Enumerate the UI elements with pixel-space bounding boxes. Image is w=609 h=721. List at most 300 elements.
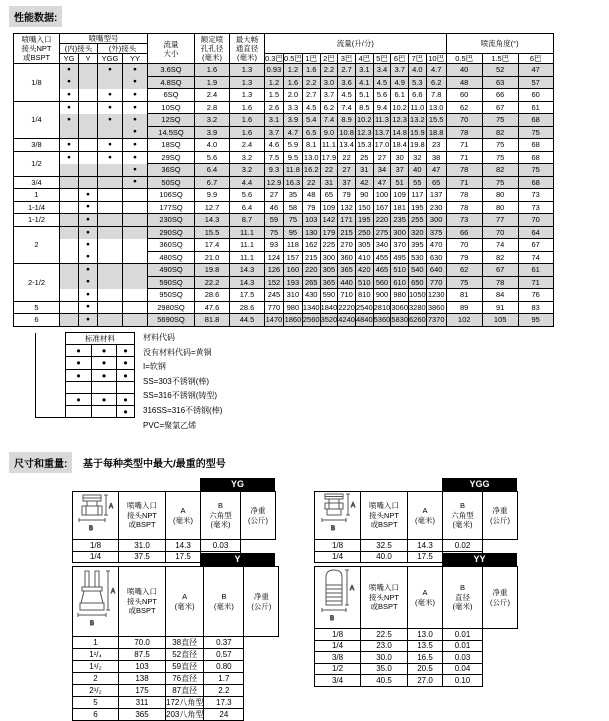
flow-cell: 40	[409, 164, 427, 177]
dot-marker: ●	[79, 201, 98, 214]
model-size-cell: 950SQ	[148, 289, 195, 302]
flow-cell: 22	[320, 164, 338, 177]
dot-empty	[123, 251, 148, 264]
dot-empty	[98, 239, 123, 252]
flow-cell: 510	[391, 264, 409, 277]
flow-cell: 7.4	[338, 101, 356, 114]
materials-spacer-cell	[36, 333, 66, 418]
flow-cell: 157	[283, 251, 302, 264]
flow-cell: 3.6	[338, 76, 356, 89]
clearance-cell: 11.1	[230, 226, 265, 239]
model-size-cell: 29SQ	[148, 151, 195, 164]
flow-cell: 58	[283, 201, 302, 214]
dim-b-cell: 17.5	[166, 551, 201, 563]
material-codes-title: 材料代码	[143, 333, 175, 342]
flow-cell: 11.3	[374, 115, 389, 125]
dot-empty	[79, 126, 98, 139]
dot-marker: ●	[123, 151, 148, 164]
flow-cell: 560	[373, 276, 391, 289]
clearance-cell: 1.6	[230, 126, 265, 139]
angle-cell: 60	[446, 89, 482, 102]
pressure-col-header: 3巴	[338, 54, 356, 64]
angle-cell: 75	[482, 151, 518, 164]
dim-header	[315, 567, 518, 629]
flow-cell: 9.3	[265, 164, 284, 177]
angle-cell: 74	[482, 239, 518, 252]
angle-cell: 77	[482, 214, 518, 227]
perf-row	[14, 64, 554, 77]
flow-cell: 375	[426, 226, 446, 239]
angle-cell: 67	[518, 239, 553, 252]
flow-cell: 13.2	[410, 115, 425, 125]
dim-inlet-cell: 2	[73, 673, 119, 685]
flow-cell: 650	[409, 276, 427, 289]
dot-marker: ●	[79, 264, 98, 277]
flow-cell: 25	[355, 151, 373, 164]
angle-cell: 73	[518, 189, 553, 202]
clearance-cell: 14.3	[230, 276, 265, 289]
flow-cell: 8.5	[355, 101, 373, 114]
flow-cell: 100	[373, 189, 391, 202]
perf-row	[14, 251, 554, 264]
ygg-nozzle-icon	[316, 492, 360, 534]
dim-weight-header: 净重 (公斤)	[483, 567, 518, 629]
flow-cell: 126	[265, 264, 284, 277]
nozzle-icon-cell	[73, 492, 119, 540]
inlet-size-cell: 2-1/2	[14, 264, 60, 302]
dim-a-cell: 30.0	[361, 652, 408, 664]
angle-cell: 40	[446, 64, 482, 77]
dim-table-block-yy	[314, 553, 518, 687]
model-size-cell: 5690SQ	[148, 314, 195, 327]
angle-col-header: 1.5巴	[482, 54, 518, 64]
dim-inlet-header: 喷嘴入口 接头NPT 或BSPT	[119, 492, 166, 540]
clearance-cell: 5.6	[230, 189, 265, 202]
model-size-cell: 50SQ	[148, 176, 195, 189]
flow-cell: 31	[320, 176, 338, 189]
dot-empty	[66, 381, 92, 393]
dim-b-cell: 203八角型	[166, 710, 204, 719]
flow-cell: 310	[283, 289, 302, 302]
perf-row	[14, 89, 554, 102]
dot-marker: ●	[66, 393, 92, 405]
perf-row	[14, 176, 554, 189]
clearance-cell: 14.3	[230, 264, 265, 277]
dim-row	[73, 661, 279, 673]
dot-marker: ●	[123, 114, 148, 127]
flow-cell: 6.5	[302, 126, 320, 139]
flow-cell: 220	[373, 214, 391, 227]
flow-cell: 770	[426, 276, 446, 289]
flow-cell: 193	[283, 276, 302, 289]
angle-cell: 75	[518, 164, 553, 177]
angle-cell: 66	[446, 226, 482, 239]
flow-cell: 710	[338, 289, 356, 302]
dot-empty	[123, 314, 148, 327]
dim-weight-cell: 0.80	[204, 661, 244, 673]
flow-cell: 47	[373, 176, 391, 189]
flow-cell: 770	[265, 301, 284, 314]
materials-table	[35, 332, 135, 418]
perf-body	[14, 64, 554, 327]
material-code-line: SS=303不锈钢(棒)	[143, 376, 210, 386]
dot-empty	[98, 289, 123, 302]
flow-cell: 2.7	[338, 64, 356, 77]
dot-marker: ●	[79, 276, 98, 289]
dot-marker: ●	[98, 114, 123, 127]
flow-cell: 420	[355, 264, 373, 277]
dot-marker: ●	[60, 64, 79, 77]
dot-marker: ●	[123, 101, 148, 114]
model-size-cell: 4.8SQ	[148, 76, 195, 89]
dot-empty	[123, 189, 148, 202]
dim-a-cell: 87.5	[119, 649, 166, 661]
dim-row	[315, 629, 518, 641]
orifice-cell: 15.5	[195, 226, 230, 239]
flow-cell: 4.9	[391, 76, 409, 89]
dot-marker: ●	[123, 76, 148, 89]
dim-b-header: B 直径 (毫米)	[443, 567, 483, 629]
dim-row	[73, 673, 279, 685]
angle-cell: 73	[446, 214, 482, 227]
angle-cell: 71	[446, 176, 482, 189]
flow-cell: 3280	[409, 302, 426, 312]
dim-inlet-cell: 1/8	[73, 540, 119, 552]
dim-row	[73, 685, 279, 697]
pressure-col-header: 0.3巴	[265, 54, 283, 63]
flow-cell: 5.9	[283, 139, 302, 152]
flow-cell: 900	[373, 289, 391, 302]
angle-cell: 82	[482, 251, 518, 264]
model-size-cell: 480SQ	[148, 251, 195, 264]
flow-cell: 2.2	[320, 64, 338, 77]
angle-cell: 71	[518, 276, 553, 289]
dot-empty	[98, 164, 123, 177]
flow-cell: 23	[426, 139, 446, 152]
dim-b-cell: 14.3	[166, 540, 201, 552]
size-header: 流量 大小	[148, 34, 195, 64]
flow-cell: 7.4	[320, 114, 338, 127]
dim-weight-header: 净重 (公斤)	[483, 492, 518, 540]
dim-inlet-cell: 5	[73, 697, 119, 709]
flow-cell: 365	[320, 276, 338, 289]
material-code-line: 没有材料代码=黄铜	[143, 347, 212, 357]
dim-b-cell: 38直径	[166, 637, 204, 649]
flow-cell: 90	[355, 189, 373, 202]
dim-a-cell: 365	[119, 709, 166, 721]
flow-cell: 55	[409, 176, 427, 189]
flow-cell: 150	[355, 201, 373, 214]
dot-empty	[60, 289, 79, 302]
clearance-cell: 4.4	[230, 176, 265, 189]
angle-cell: 91	[482, 301, 518, 314]
flow-cell: 17.9	[321, 152, 337, 162]
clearance-cell: 1.6	[230, 101, 265, 114]
dot-marker: ●	[123, 164, 148, 177]
material-code-line: SS=316不锈钢(铸型)	[143, 391, 218, 401]
model-col-header: YG	[60, 54, 79, 64]
flow-cell: 31	[355, 164, 373, 177]
dot-marker: ●	[79, 239, 98, 252]
orifice-cell: 81.8	[195, 314, 230, 327]
dot-empty	[60, 301, 79, 314]
flow-cell: 18.4	[392, 140, 407, 150]
orifice-cell: 1.6	[195, 64, 230, 77]
dot-empty	[60, 214, 79, 227]
flow-cell: 1470	[265, 315, 283, 325]
dot-empty	[79, 176, 98, 189]
perf-row	[14, 226, 554, 239]
dim-inlet-header: 喷嘴入口 接头NPT 或BSPT	[361, 492, 408, 540]
dot-empty	[79, 64, 98, 77]
dim-a-header: A (毫米)	[166, 492, 201, 540]
flow-cell: 3.7	[320, 89, 338, 102]
dim-header	[73, 492, 276, 540]
dot-marker: ●	[60, 101, 79, 114]
orifice-cell: 22.2	[195, 276, 230, 289]
dim-type-label: YG	[230, 479, 244, 489]
clearance-cell: 3.2	[230, 151, 265, 164]
dim-a-cell: 23.0	[361, 640, 408, 652]
dim-body	[315, 629, 518, 687]
inlet-size-cell: 1-1/2	[14, 214, 60, 227]
dim-inlet-cell: 6	[73, 709, 119, 721]
angle-cell: 102	[446, 314, 482, 327]
flow-cell: 3860	[427, 302, 445, 312]
flow-cell: 980	[283, 301, 302, 314]
inlet-size-cell: 3/4	[14, 176, 60, 189]
dim-row	[73, 709, 279, 721]
flow-cell: 7370	[427, 315, 445, 325]
flow-cell: 360	[338, 251, 356, 264]
dot-empty	[60, 264, 79, 277]
dim-inlet-cell: 1/8	[315, 629, 361, 641]
clearance-cell: 6.4	[230, 201, 265, 214]
flow-cell: 51	[391, 176, 409, 189]
flow-cell: 2220	[338, 302, 355, 312]
materials-legend-wrap	[35, 332, 135, 418]
dot-marker: ●	[117, 369, 135, 381]
angle-cell: 68	[518, 114, 553, 127]
perf-row	[14, 101, 554, 114]
dim-table-block-y	[72, 553, 279, 721]
flow-cell: 2.0	[283, 89, 302, 102]
flow-cell: 630	[426, 251, 446, 264]
dot-marker: ●	[117, 357, 135, 369]
dim-inlet-cell: 1/4	[315, 640, 361, 652]
dot-marker: ●	[79, 226, 98, 239]
inlet-size-cell: 5	[14, 301, 60, 314]
flow-cell: 117	[409, 189, 427, 202]
flow-cell: 3.4	[373, 64, 391, 77]
inlet-size-cell: 2	[14, 226, 60, 264]
flow-cell: 48	[302, 189, 320, 202]
orifice-header: 额定喷 孔孔径 (毫米)	[195, 34, 230, 64]
angle-cell: 71	[446, 139, 482, 152]
angle-cell: 82	[482, 164, 518, 177]
model-col-header: YGG	[98, 54, 123, 64]
dot-marker: ●	[79, 314, 98, 327]
dim-inlet-cell: 3/8	[315, 652, 361, 664]
orifice-cell: 6.7	[195, 176, 230, 189]
dim-table-block-yg	[72, 478, 276, 563]
flow-cell: 1340	[302, 302, 320, 312]
flow-cell: 235	[391, 214, 409, 227]
dot-empty	[60, 164, 79, 177]
orifice-cell: 47.6	[195, 301, 230, 314]
dim-table-block-ygg	[314, 478, 518, 563]
flow-cell: 37	[338, 176, 356, 189]
flow-cell: 4.5	[302, 101, 320, 114]
flow-cell: 171	[338, 214, 356, 227]
angle-cell: 68	[518, 176, 553, 189]
flow-cell: 18.8	[426, 126, 446, 139]
flow-cell: 95	[283, 226, 302, 239]
dot-marker: ●	[79, 251, 98, 264]
angle-cell: 66	[482, 89, 518, 102]
dim-a-cell: 35.0	[361, 663, 408, 675]
dot-empty	[123, 289, 148, 302]
dot-empty	[98, 264, 123, 277]
clearance-cell: 1.3	[230, 89, 265, 102]
flow-cell: 4840	[355, 315, 373, 325]
flow-cell: 103	[302, 214, 320, 227]
flow-cell: 215	[302, 251, 320, 264]
dot-empty	[60, 176, 79, 189]
dot-marker: ●	[60, 139, 79, 152]
dot-marker: ●	[92, 393, 117, 405]
flow-cell: 6.2	[320, 101, 338, 114]
flow-cell: 13.0	[426, 101, 446, 114]
angle-cell: 67	[482, 101, 518, 114]
flow-cell: 440	[338, 276, 356, 289]
flow-cell: 4.6	[265, 139, 284, 152]
dot-marker: ●	[117, 406, 135, 418]
model-col-header: YY	[123, 54, 148, 64]
dim-a-cell: 37.5	[119, 551, 166, 563]
flow-cell: 1.2	[283, 64, 302, 77]
angle-cell: 67	[482, 264, 518, 277]
perf-row	[14, 114, 554, 127]
dot-empty	[60, 276, 79, 289]
dot-marker: ●	[66, 345, 92, 357]
dim-weight-cell: 1.7	[204, 673, 244, 685]
flow-cell: 1230	[427, 290, 445, 300]
flow-cell: 220	[302, 264, 320, 277]
dim-a-header: A (毫米)	[408, 492, 443, 540]
clearance-cell: 11.1	[230, 239, 265, 252]
nozzle-icon-cell	[315, 567, 361, 629]
model-size-cell: 6SQ	[148, 89, 195, 102]
angle-cell: 83	[518, 301, 553, 314]
perf-row	[14, 276, 554, 289]
flow-cell: 4.5	[373, 76, 391, 89]
flow-cell: 465	[373, 264, 391, 277]
dim-a-cell: 103	[119, 661, 166, 673]
flow-cell: 370	[391, 239, 409, 252]
dot-empty	[79, 114, 98, 127]
flow-cell: 132	[338, 201, 356, 214]
clearance-header: 最大畅 通直径 (毫米)	[230, 34, 265, 64]
perf-row	[14, 214, 554, 227]
flow-cell: 250	[355, 226, 373, 239]
dim-inlet-cell: 1/8	[315, 540, 361, 552]
inlet-header: 喷嘴入口 接头NPT 或BSPT	[14, 34, 60, 64]
dot-empty	[60, 251, 79, 264]
angle-cell: 81	[446, 289, 482, 302]
pressure-col-header: 1巴	[302, 54, 320, 64]
flow-cell: 118	[283, 239, 302, 252]
orifice-cell: 9.9	[195, 189, 230, 202]
flow-cell: 3520	[320, 315, 338, 325]
dot-empty	[98, 126, 123, 139]
dot-empty	[123, 239, 148, 252]
flow-cell: 640	[426, 264, 446, 277]
flow-cell: 510	[355, 276, 373, 289]
flow-cell: 5830	[391, 315, 408, 325]
dim-row	[315, 675, 518, 687]
dim-row	[315, 652, 518, 664]
dim-a-cell: 32.5	[361, 540, 408, 552]
dim-type-bar	[200, 553, 275, 566]
angle-cell: 73	[518, 201, 553, 214]
nozzle-icon-cell	[73, 567, 119, 637]
perf-table	[13, 33, 554, 327]
flow-cell: 16.3	[283, 176, 302, 189]
flow-cell: 34	[373, 164, 391, 177]
perf-row	[14, 76, 554, 89]
clearance-cell: 3.2	[230, 164, 265, 177]
angle-cell: 52	[482, 64, 518, 77]
dim-a-header: A (毫米)	[166, 567, 204, 637]
flow-cell: 225	[320, 239, 338, 252]
dim-inlet-cell: 1¹/₂	[73, 661, 119, 673]
angle-cell: 70	[482, 226, 518, 239]
flow-cell: 4.1	[355, 76, 373, 89]
flow-cell: 3.3	[283, 101, 302, 114]
orifice-cell: 3.9	[195, 126, 230, 139]
flow-cell: 13.0	[303, 152, 319, 162]
flow-cell: 46	[265, 201, 284, 214]
flow-cell: 75	[283, 214, 302, 227]
model-size-cell: 18SQ	[148, 139, 195, 152]
flow-cell: 305	[355, 239, 373, 252]
dim-b-cell: 172八角型	[166, 698, 204, 707]
flow-cell: 5360	[373, 315, 391, 325]
dot-marker: ●	[79, 214, 98, 227]
flow-cell: 179	[320, 226, 338, 239]
flow-cell: 8.9	[338, 114, 356, 127]
dot-empty	[98, 176, 123, 189]
flow-cell: 300	[391, 226, 409, 239]
dot-marker: ●	[60, 76, 79, 89]
model-size-cell: 10SQ	[148, 101, 195, 114]
angle-cell: 75	[518, 126, 553, 139]
flow-cell: 590	[320, 289, 338, 302]
pressure-col-header: 6巴	[391, 54, 409, 64]
flow-cell: 15.9	[410, 127, 425, 137]
model-size-cell: 230SQ	[148, 214, 195, 227]
dot-marker: ●	[123, 64, 148, 77]
dot-marker: ●	[98, 64, 123, 77]
flow-cell: 2810	[373, 302, 391, 312]
dot-empty	[79, 164, 98, 177]
flow-cell: 22	[338, 151, 356, 164]
flow-cell: 300	[426, 214, 446, 227]
dot-marker: ●	[92, 345, 117, 357]
dim-weight-cell: 0.04	[443, 663, 483, 675]
dot-marker: ●	[92, 357, 117, 369]
